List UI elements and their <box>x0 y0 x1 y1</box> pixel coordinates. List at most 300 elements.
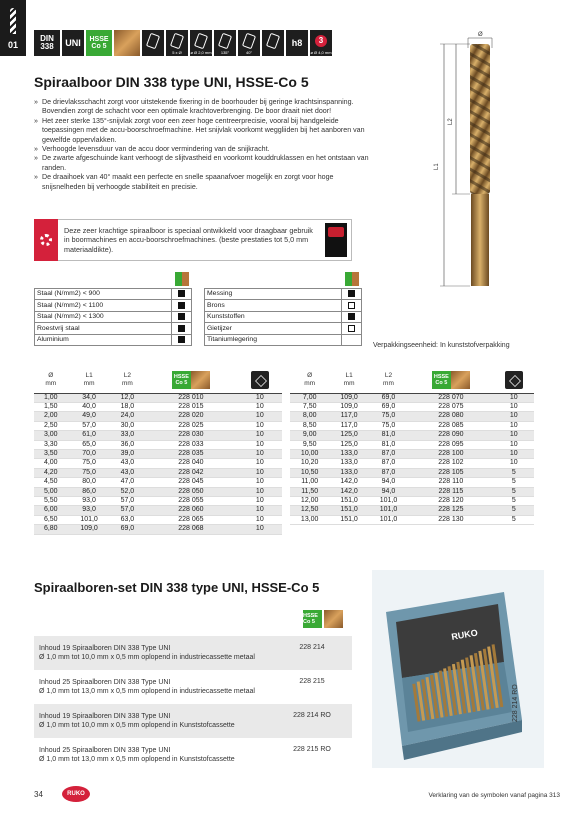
cell-article: 228 055 <box>144 496 238 505</box>
material-name: Messing <box>205 288 342 300</box>
material-name: Staal (N/mm2) < 1100 <box>35 300 172 312</box>
col-article <box>144 367 238 393</box>
cell-article: 228 110 <box>408 478 493 487</box>
material-name: Brons <box>205 300 342 312</box>
cell-l1: 133,0 <box>329 468 368 477</box>
cell-pack: 10 <box>238 496 282 505</box>
set-title: Spiraalboren-set DIN 338 type UNI, HSSE-Co 5 <box>34 580 320 595</box>
cell-pack: 10 <box>238 440 282 449</box>
cell-article: 228 065 <box>144 515 238 524</box>
cell-article: 228 010 <box>144 393 238 402</box>
cell-diameter: 1,50 <box>34 402 68 411</box>
cell-diameter: 8,50 <box>290 421 329 430</box>
hint-marker <box>34 219 58 261</box>
cell-l2: 36,0 <box>111 440 145 449</box>
materials-table-left <box>34 271 192 346</box>
cell-l2: 75,0 <box>369 421 408 430</box>
table-row <box>34 449 282 458</box>
hsse-label: HSSE <box>433 373 449 380</box>
three-flat-shank-icon <box>310 30 332 56</box>
set-contents: Inhoud 19 Spiraalboren DIN 338 Type UNI <box>39 712 171 720</box>
cell-article: 228 050 <box>144 487 238 496</box>
cell-article: 228 030 <box>144 431 238 440</box>
dimension-table-right <box>290 367 534 525</box>
cell-pack: 10 <box>238 431 282 440</box>
min-diameter-icon <box>190 30 212 56</box>
hsse-badge <box>86 30 112 56</box>
set-contents: Inhoud 25 Spiraalboren DIN 338 Type UNI <box>39 746 171 754</box>
copper-finish-icon <box>324 610 343 628</box>
cell-l1: 125,0 <box>329 440 368 449</box>
cell-diameter: 6,80 <box>34 525 68 534</box>
table-row <box>290 506 534 515</box>
package-icon <box>251 371 269 389</box>
cell-pack: 10 <box>494 402 534 411</box>
table-row <box>34 393 282 402</box>
conditional-mark <box>348 325 355 332</box>
length-caption: 5 x Ø <box>172 50 182 55</box>
diameter-label: Ø <box>478 32 483 38</box>
uni-badge: UNI <box>62 30 84 56</box>
helix-angle-icon <box>238 30 260 56</box>
cell-pack: 5 <box>494 478 534 487</box>
cell-diameter: 5,50 <box>34 496 68 505</box>
cell-pack: 10 <box>494 459 534 468</box>
set-article-code: 228 214 RO <box>293 712 331 720</box>
drill-dimension-drawing <box>432 30 572 320</box>
cell-l1: 151,0 <box>329 515 368 524</box>
col-unit: mm <box>121 379 133 387</box>
three-flat-caption: ø Ø 4,0 mm <box>310 50 332 55</box>
drill-flute <box>470 44 490 194</box>
cell-l1: 57,0 <box>68 421 111 430</box>
cell-l1: 70,0 <box>68 449 111 458</box>
suitable-mark <box>178 336 185 343</box>
suitability-cell <box>342 300 362 312</box>
material-row <box>35 288 192 300</box>
cell-pack: 10 <box>494 440 534 449</box>
cell-pack: 5 <box>494 515 534 524</box>
hint-text: Deze zeer krachtige spiraalboor is speciaal ontwikkeld voor draagbaar gebruik in boormachines en accu-boorschroefmachines. (beste prestaties tot 5,0 mm materiaaldikte). <box>64 226 313 254</box>
cell-l2: 87,0 <box>369 459 408 468</box>
cell-diameter: 8,00 <box>290 412 329 421</box>
table-row <box>290 393 534 402</box>
material-name: Staal (N/mm2) < 900 <box>35 288 172 300</box>
cell-pack: 10 <box>494 393 534 402</box>
cell-pack: 10 <box>494 449 534 458</box>
cell-pack: 10 <box>238 459 282 468</box>
cell-l2: 94,0 <box>369 478 408 487</box>
co5-label: Co 5 <box>303 619 315 625</box>
l2-label: L2 <box>448 118 454 125</box>
col-unit: mm <box>343 379 355 387</box>
table-row <box>290 487 534 496</box>
cell-pack: 5 <box>494 506 534 515</box>
suitability-cell <box>172 334 192 346</box>
col-l1 <box>329 367 368 393</box>
table-row <box>34 412 282 421</box>
tolerance-badge: h8 <box>286 30 308 56</box>
point-angle-icon <box>214 30 236 56</box>
table-row <box>290 421 534 430</box>
drill-tip-icon <box>142 30 164 56</box>
cell-l1: 109,0 <box>68 525 111 534</box>
feature-item: » De zwarte afgeschuinde kant verhoogt de slijtvastheid en voorkomt kouddruklassen en het ontstaan van randen. <box>34 154 374 173</box>
min-diameter-caption: ø Ø 2,0 mm <box>190 50 212 55</box>
table-row <box>290 496 534 505</box>
cell-l1: 65,0 <box>68 440 111 449</box>
co5-label: Co 5 <box>435 379 448 386</box>
cell-article: 228 042 <box>144 468 238 477</box>
drill-shank <box>471 194 489 286</box>
cell-article: 228 033 <box>144 440 238 449</box>
col-pack <box>494 367 534 393</box>
copper-finish-icon <box>114 30 140 56</box>
ruko-logo: RUKO <box>62 786 90 802</box>
cell-l2: 81,0 <box>369 431 408 440</box>
cell-article: 228 035 <box>144 449 238 458</box>
cell-diameter: 9,50 <box>290 440 329 449</box>
cell-pack: 10 <box>494 431 534 440</box>
cell-article: 228 095 <box>408 440 493 449</box>
suitability-cell <box>172 323 192 335</box>
packing-unit: Verpakkingseenheid: In kunststofverpakking <box>373 342 510 349</box>
table-row <box>290 440 534 449</box>
set-description <box>34 678 272 697</box>
cell-article: 228 040 <box>144 459 238 468</box>
copper-finish-icon <box>191 371 210 389</box>
page-title: Spiraalboor DIN 338 type UNI, HSSE-Co 5 <box>34 74 309 90</box>
cell-l2: 69,0 <box>111 525 145 534</box>
cell-diameter: 2,50 <box>34 421 68 430</box>
feature-list <box>34 98 374 192</box>
cell-l1: 49,0 <box>68 412 111 421</box>
cell-pack: 5 <box>494 468 534 477</box>
cell-l2: 87,0 <box>369 468 408 477</box>
cell-l1: 93,0 <box>68 506 111 515</box>
cell-pack: 10 <box>238 506 282 515</box>
col-unit: mm <box>304 379 316 387</box>
cell-diameter: 6,50 <box>34 515 68 524</box>
length-icon <box>166 30 188 56</box>
cell-l2: 69,0 <box>369 402 408 411</box>
din-badge <box>34 30 60 56</box>
cell-pack: 10 <box>238 478 282 487</box>
cell-diameter: 3,50 <box>34 449 68 458</box>
cell-diameter: 10,00 <box>290 449 329 458</box>
material-suitability-icon <box>175 272 189 286</box>
cell-l2: 43,0 <box>111 468 145 477</box>
set-description <box>34 644 272 663</box>
cell-pack: 5 <box>494 487 534 496</box>
col-pack <box>238 367 282 393</box>
col-l2 <box>369 367 408 393</box>
cell-article: 228 080 <box>408 412 493 421</box>
material-name: Gietijzer <box>205 323 342 335</box>
col-l1-label: L1 <box>85 371 93 379</box>
table-row <box>34 478 282 487</box>
cell-article: 228 070 <box>408 393 493 402</box>
material-row <box>205 323 362 335</box>
material-row <box>35 300 192 312</box>
feature-item: » Verhoogde levensduur van de accu door vermindering van de snijkracht. <box>34 145 374 154</box>
table-row <box>34 459 282 468</box>
feature-item: » De draaihoek van 40° maakt een perfecte en snelle spaanafvoer mogelijk en zorgt voor hoge snijsnelheden bij verhoogde stabiliteit en precisie. <box>34 173 374 192</box>
cell-l2: 57,0 <box>111 496 145 505</box>
col-dia-label: Ø <box>307 371 313 379</box>
page-number: 34 <box>34 790 43 799</box>
photo-article-code: 228 214 RO <box>512 684 519 722</box>
helix-angle-caption: 40° <box>245 50 253 55</box>
table-row <box>34 468 282 477</box>
cell-l2: 81,0 <box>369 440 408 449</box>
col-l1 <box>68 367 111 393</box>
cell-diameter: 2,00 <box>34 412 68 421</box>
material-row <box>35 334 192 346</box>
suitable-mark <box>178 290 185 297</box>
table-row <box>34 506 282 515</box>
cell-l2: 12,0 <box>111 393 145 402</box>
cell-diameter: 10,20 <box>290 459 329 468</box>
cell-pack: 10 <box>494 412 534 421</box>
cell-l1: 80,0 <box>68 478 111 487</box>
cell-diameter: 11,00 <box>290 478 329 487</box>
suitability-cell <box>342 288 362 300</box>
hsse-badge <box>432 371 451 389</box>
col-diameter <box>290 367 329 393</box>
cell-l1: 93,0 <box>68 496 111 505</box>
cell-l1: 117,0 <box>329 412 368 421</box>
hsse-badge <box>303 610 322 628</box>
hsse-label: HSSE <box>173 373 189 380</box>
col-l2-label: L2 <box>123 371 132 379</box>
cell-article: 228 068 <box>144 525 238 534</box>
cell-l2: 52,0 <box>111 487 145 496</box>
material-row <box>205 311 362 323</box>
cell-article: 228 130 <box>408 515 493 524</box>
cell-diameter: 7,50 <box>290 402 329 411</box>
cell-l2: 101,0 <box>369 515 408 524</box>
cell-l1: 75,0 <box>68 459 111 468</box>
cell-diameter: 4,50 <box>34 478 68 487</box>
material-row <box>35 323 192 335</box>
package-icon <box>505 371 523 389</box>
set-list <box>34 636 352 772</box>
cell-l2: 87,0 <box>369 449 408 458</box>
cell-l1: 133,0 <box>329 449 368 458</box>
material-row <box>205 300 362 312</box>
cell-l1: 142,0 <box>329 487 368 496</box>
feature-item: » Het zeer sterke 135°-snijvlak zorgt voor een zeer hoge centreerprecisie, vooral bij handgeleide toepassingen met de accu-boorschroefmachine. Het snijvlak voorkomt weggliiden bij het aanboren van gewelfde oppervlakken. <box>34 117 374 145</box>
set-row <box>34 704 352 738</box>
cell-article: 228 105 <box>408 468 493 477</box>
set-contents: Inhoud 25 Spiraalboren DIN 338 Type UNI <box>39 678 171 686</box>
table-row <box>290 431 534 440</box>
suitable-mark <box>348 313 355 320</box>
set-range: Ø 1,0 mm tot 10,0 mm x 0,5 mm oplopend in industriecassette metaal <box>39 654 255 661</box>
table-row <box>290 515 534 524</box>
cell-l2: 30,0 <box>111 421 145 430</box>
cell-l1: 142,0 <box>329 478 368 487</box>
feature-item: » De drievlaksschacht zorgt voor uitstekende fixering in de boorhouder bij geringe krachtsinspanning. Bovendien zorgt de schacht voor een optimale krachtoverbrenging. De boor draait niet door! <box>34 98 374 117</box>
cordless-drill-icon <box>325 223 347 257</box>
col-l1-label: L1 <box>345 371 353 379</box>
material-name: Kunststoffen <box>205 311 342 323</box>
cell-l1: 61,0 <box>68 431 111 440</box>
cell-article: 228 045 <box>144 478 238 487</box>
material-row <box>205 288 362 300</box>
col-unit: mm <box>45 379 57 387</box>
cell-article: 228 060 <box>144 506 238 515</box>
cell-pack: 10 <box>238 421 282 430</box>
cell-l2: 57,0 <box>111 506 145 515</box>
cell-l2: 24,0 <box>111 412 145 421</box>
cell-article: 228 075 <box>408 402 493 411</box>
copper-finish-icon <box>451 371 470 389</box>
cell-diameter: 4,20 <box>34 468 68 477</box>
set-article-code: 228 214 <box>299 644 325 652</box>
din-label: DIN <box>40 34 54 43</box>
cell-l1: 133,0 <box>329 459 368 468</box>
suitability-cell <box>172 300 192 312</box>
table-row <box>290 468 534 477</box>
material-row <box>205 334 362 346</box>
suitability-cell <box>342 334 362 346</box>
three-flat-number: 3 <box>315 35 327 47</box>
set-range: Ø 1,0 mm tot 13,0 mm x 0,5 mm oplopend in Kunststofcassette <box>39 756 235 763</box>
cell-pack: 10 <box>238 525 282 534</box>
material-name: Staal (N/mm2) < 1300 <box>35 311 172 323</box>
material-row <box>35 311 192 323</box>
set-range: Ø 1,0 mm tot 13,0 mm x 0,5 mm oplopend in industriecassette metaal <box>39 688 255 695</box>
col-diameter <box>34 367 68 393</box>
suitable-mark <box>178 313 185 320</box>
cell-diameter: 12,50 <box>290 506 329 515</box>
symbol-legend-note: Verklaring van de symbolen vanaf pagina 313 <box>428 792 560 799</box>
material-name: Aluminium <box>35 334 172 346</box>
suitable-mark <box>178 302 185 309</box>
hsse-badge <box>172 371 191 389</box>
cell-diameter: 4,00 <box>34 459 68 468</box>
cell-article: 228 015 <box>144 402 238 411</box>
col-unit: mm <box>83 379 95 387</box>
suitability-cell <box>172 288 192 300</box>
cell-l1: 75,0 <box>68 468 111 477</box>
cell-l1: 109,0 <box>329 402 368 411</box>
cell-l2: 101,0 <box>369 506 408 515</box>
table-row <box>290 459 534 468</box>
col-unit: mm <box>383 379 394 387</box>
hsse-label: HSSE <box>303 613 318 619</box>
co5-label: Co 5 <box>91 43 107 50</box>
cell-l2: 33,0 <box>111 431 145 440</box>
table-row <box>34 431 282 440</box>
cell-diameter: 1,00 <box>34 393 68 402</box>
cell-l2: 43,0 <box>111 459 145 468</box>
cell-l1: 86,0 <box>68 487 111 496</box>
cell-l1: 40,0 <box>68 402 111 411</box>
table-header <box>34 367 282 393</box>
cell-l1: 125,0 <box>329 431 368 440</box>
col-l2 <box>111 367 145 393</box>
usage-hint-box <box>34 219 352 261</box>
drill-set-photo <box>372 570 544 768</box>
set-contents: Inhoud 19 Spiraalboren DIN 338 Type UNI <box>39 644 171 652</box>
cell-l1: 109,0 <box>329 393 368 402</box>
l1-label: L1 <box>434 163 440 170</box>
cell-pack: 10 <box>238 487 282 496</box>
table-row <box>34 525 282 534</box>
table-row <box>34 421 282 430</box>
table-row <box>34 487 282 496</box>
cell-article: 228 085 <box>408 421 493 430</box>
shank-icon <box>262 30 284 56</box>
gear-icon <box>40 234 52 246</box>
cell-diameter: 5,00 <box>34 487 68 496</box>
set-article-code: 228 215 <box>299 678 325 686</box>
col-dia-label: Ø <box>48 371 54 379</box>
cell-article: 228 120 <box>408 496 493 505</box>
suitable-mark <box>348 290 355 297</box>
suitability-cell <box>342 311 362 323</box>
cell-l1: 151,0 <box>329 496 368 505</box>
cell-l1: 34,0 <box>68 393 111 402</box>
cell-article: 228 025 <box>144 421 238 430</box>
suitability-cell <box>342 323 362 335</box>
cell-l2: 69,0 <box>369 393 408 402</box>
dimension-table-left <box>34 367 282 535</box>
cell-l2: 18,0 <box>111 402 145 411</box>
hsse-label: HSSE <box>89 36 109 43</box>
cell-l1: 101,0 <box>68 515 111 524</box>
material-suitability-icon <box>345 272 359 286</box>
table-row <box>34 402 282 411</box>
table-row <box>290 412 534 421</box>
cell-diameter: 7,00 <box>290 393 329 402</box>
cell-diameter: 3,00 <box>34 431 68 440</box>
cell-l2: 39,0 <box>111 449 145 458</box>
point-angle-caption: 135° <box>220 50 230 55</box>
table-row <box>290 402 534 411</box>
cell-article: 228 125 <box>408 506 493 515</box>
cell-diameter: 12,00 <box>290 496 329 505</box>
cell-diameter: 3,30 <box>34 440 68 449</box>
suitability-cell <box>172 311 192 323</box>
cell-diameter: 10,50 <box>290 468 329 477</box>
set-description <box>34 712 272 731</box>
cell-article: 228 100 <box>408 449 493 458</box>
din-number: 338 <box>40 42 54 51</box>
chapter-number: 01 <box>7 40 18 50</box>
set-article-code: 228 215 RO <box>293 746 331 754</box>
cell-article: 228 102 <box>408 459 493 468</box>
symbol-bar <box>34 30 332 56</box>
set-row <box>34 636 352 670</box>
cell-pack: 10 <box>494 421 534 430</box>
materials-table-right <box>204 271 362 346</box>
cell-diameter: 6,00 <box>34 506 68 515</box>
set-description <box>34 746 272 765</box>
set-range: Ø 1,0 mm tot 10,0 mm x 0,5 mm oplopend in Kunststofcassette <box>39 722 235 729</box>
table-row <box>34 515 282 524</box>
cell-article: 228 020 <box>144 412 238 421</box>
table-header <box>290 367 534 393</box>
cell-pack: 5 <box>494 496 534 505</box>
cell-l2: 101,0 <box>369 496 408 505</box>
cell-article: 228 090 <box>408 431 493 440</box>
cell-l2: 94,0 <box>369 487 408 496</box>
cell-pack: 10 <box>238 449 282 458</box>
